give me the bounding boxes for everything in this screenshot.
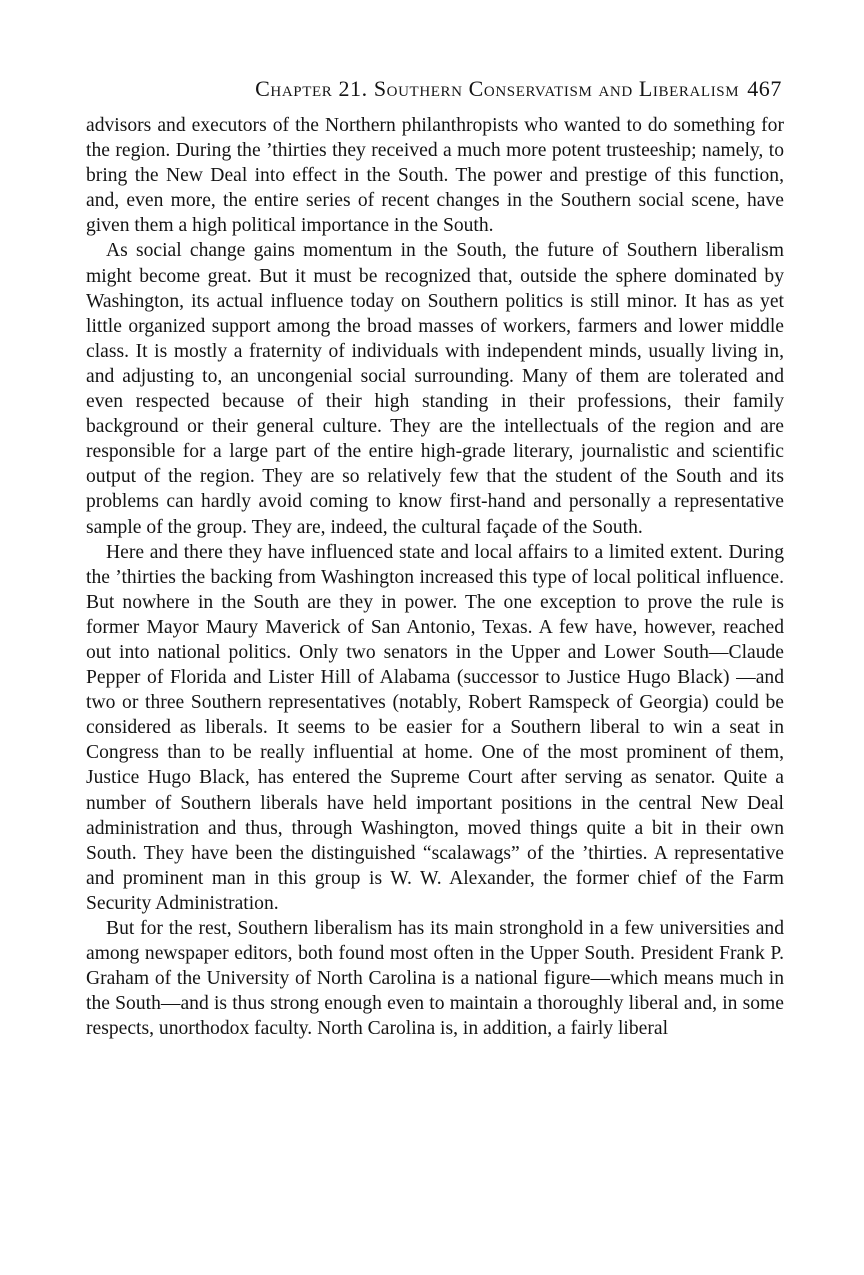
chapter-title: Chapter 21. Southern Conservatism and Liberalism (255, 76, 740, 101)
paragraph-southern-liberalism-influence: As social change gains momentum in the South, the future of Southern liberalism might become great. But it must be recognized that, outside the sphere dominated by Washington, its actual influence today on Southern politics is still minor. It has as yet little organized support among the broad masses of workers, farmers and lower middle class. It is mostly a fraternity of individuals with independent minds, usually living in, and adjusting to, an uncongenial social surrounding. Many of them are tolerated and even respected because of their high standing in their professions, their family background or their general culture. They are the intellectuals of the region and are responsible for a large part of the entire high-grade literary, journalistic and scientific output of the region. They are so relatively few that the student of the South and its problems can hardly avoid coming to know first-hand and personally a representative sample of the group. They are, indeed, the cultural façade of the South. (86, 240, 784, 538)
running-head (86, 74, 784, 104)
body-text (86, 113, 784, 1041)
page-number: 467 (747, 76, 782, 101)
paragraph-universities-and-editors: But for the rest, Southern liberalism has its main stronghold in a few universities and among newspaper editors, both found most often in the Upper South. President Frank P. Graham of the University of North Carolina is a national figure—which means much in the South—and is thus strong enough even to maintain a thoroughly liberal and, in some respects, unorthodox faculty. North Carolina is, in addition, a fairly liberal (86, 918, 784, 1040)
book-page (86, 74, 784, 1041)
paragraph-continued: advisors and executors of the Northern philanthropists who wanted to do something for the region. During the ’thirties they received a much more potent trusteeship; namely, to bring the New Deal into effect in the South. The power and prestige of this function, and, even more, the entire series of recent changes in the Southern social scene, have given them a high political importance in the South. (86, 115, 784, 237)
paragraph-local-political-influence: Here and there they have influenced state and local affairs to a limited extent. During the ’thirties the backing from Washington increased this type of local political influence. But nowhere in the South are they in power. The one exception to prove the rule is former Mayor Maury Maverick of San Antonio, Texas. A few have, however, reached out into national politics. Only two senators in the Upper and Lower South—Claude Pepper of Florida and Lister Hill of Alabama (successor to Justice Hugo Black) —and two or three Southern representatives (notably, Robert Ramspeck of Georgia) could be considered as liberals. It seems to be easier for a Southern liberal to win a seat in Congress than to be really influential at home. One of the most prominent of them, Justice Hugo Black, has entered the Supreme Court after serving as senator. Quite a number of Southern liberals have held important positions in the central New Deal administration and thus, through Washington, moved things quite a bit in their own South. They have been the distinguished “scalawags” of the ’thirties. A representative and prominent man in this group is W. W. Alexander, the former chief of the Farm Security Administration. (86, 541, 784, 914)
